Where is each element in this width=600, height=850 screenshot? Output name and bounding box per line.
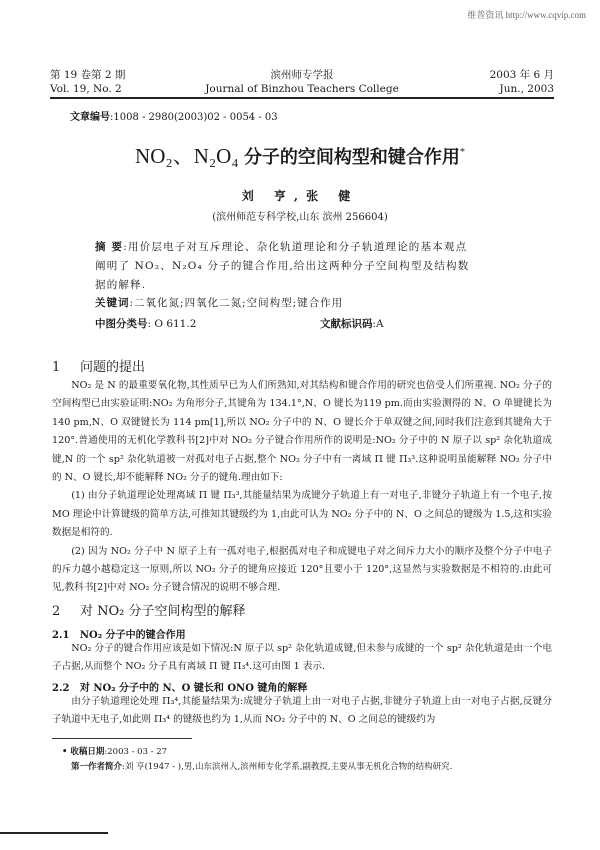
- abstract-label: 摘 要: [95, 241, 124, 253]
- keywords: [95, 295, 343, 310]
- keywords-text: :二氧化氮;四氧化二氮;空间构型;键合作用: [129, 297, 344, 309]
- subsection-2-1-paragraph: NO₂ 分子的键合作用应该是如下情况:N 原子以 sp² 杂化轨道成键,但未参与成键的一个 sp² 杂化轨道是由一个电子占据,从而整个 NO₂ 分子具有离域 Π 键 Π₃⁴.这可由图 1 表示.: [52, 643, 552, 673]
- section-1-paragraph-3: (2) 因为 NO₂ 分子中 N 原子上有一孤对电子,根据孤对电子和成键电子对之间斥力大小的顺序及整个分子中电子的斥力越小越稳定这一原则,所以 NO₂ 分子的键角应接近 120°且要小于 120°,这显然与实验数据是不相符的.由此可见,教科书[2]中对 NO₂ 分子键合情况的说明不够合理.: [52, 545, 552, 594]
- journal-cn: 滨州师专学报: [270, 69, 334, 81]
- author-bio: [62, 760, 452, 775]
- volume-en: Vol. 19, No. 2: [50, 83, 122, 95]
- watermark: 维普资讯 http://www.cqvip.com: [467, 10, 586, 20]
- section-1-title: 问题的提出: [80, 360, 146, 375]
- subsection-2-2-heading: [52, 679, 307, 694]
- classification: [95, 316, 475, 331]
- volume-cn: 第 19 卷第 2 期: [50, 69, 126, 81]
- section-1-number: 1: [52, 360, 61, 375]
- document-code-label: 文献标识码: [320, 318, 373, 330]
- title-footnote-mark: *: [459, 147, 465, 158]
- section-2-heading: [52, 600, 246, 619]
- journal-name: [50, 68, 554, 96]
- title-text: 分子的空间构型和键合作用: [243, 147, 460, 168]
- authors: 刘 亨,张 健: [241, 189, 359, 203]
- abstract-text: :用价层电子对互斥理论、杂化轨道理论和分子轨道理论的基本观点阐明了 NO₂、N₂O₄ 分子的键合作用,给出这两种分子空间构型及结构数据的解释.: [95, 241, 470, 291]
- subsection-2-1-body: [52, 640, 552, 677]
- header-divider: [50, 97, 554, 99]
- title-formula: NO₂、N₂O₄: [135, 144, 244, 168]
- document-code-value: :A: [372, 318, 384, 330]
- subsection-2-2-body: [52, 693, 552, 730]
- footnote-divider: [52, 738, 192, 739]
- journal-header: [50, 68, 554, 98]
- received-label: • 收稿日期: [62, 747, 105, 757]
- keywords-label: 关键词: [95, 297, 130, 309]
- section-1-paragraph-1: NO₂ 是 N 的最重要氧化物,其性质早已为人们所熟知,对其结构和键合作用的研究也倍受人们所重视. NO₂ 分子的空间构型已由实验证明:NO₂ 为角形分子,其键角为 134.1°,N、O 键长为119 pm.而由实验测得的 N、O 单键键长为 140 pm,N、O 双键键长为 114 pm[1],所以 NO₂ 分子中的 N、O 键长介于单双键之间,同时我们注意到其键角大于 120°.普通使用的无机化学教科书[2]中对 NO₂ 分子键合作用所作的说明是:NO₂ 分子中的 N 原子以 sp² 杂化轨道成键,N 的一个 sp² 杂化轨道被一对孤对电子占据,整个 NO₂ 分子中有一离域 Π 键 Π₃³.这种说明虽能解释 NO₂ 分子中的 N、O 键长,却不能解释 NO₂ 分子的键角.理由如下:: [52, 380, 552, 484]
- clc-label: 中图分类号: [95, 318, 148, 330]
- subsection-2-1-heading: [52, 626, 186, 641]
- section-1-body: [52, 377, 552, 598]
- affiliation: (滨州师范专科学校,山东 滨州 256604): [212, 212, 388, 223]
- received-value: :2003 - 03 - 27: [104, 747, 168, 757]
- paper-title: [0, 140, 600, 170]
- journal-en: Journal of Binzhou Teachers College: [205, 83, 399, 95]
- subsection-2-2-title: 对 NO₂ 分子中的 N、O 键长和 ONO 键角的解释: [79, 683, 308, 694]
- section-2-number: 2: [52, 604, 61, 619]
- article-number-value: :1008 - 2980(2003)02 - 0054 - 03: [110, 112, 278, 123]
- author-bio-label: 第一作者简介: [71, 762, 123, 772]
- subsection-2-2-number: 2.2: [52, 683, 70, 694]
- footnote: [62, 745, 452, 775]
- scan-edge-mark: [0, 832, 108, 834]
- clc-value: : O 611.2: [147, 318, 197, 330]
- section-1-heading: [52, 356, 145, 375]
- document-code: [320, 316, 384, 331]
- subsection-2-1-title: NO₂ 分子中的键合作用: [79, 630, 186, 641]
- date-en: Jun., 2003: [499, 83, 554, 95]
- article-number: [70, 108, 278, 123]
- received-date: [62, 745, 452, 760]
- issue-date: [490, 68, 554, 96]
- date-cn: 2003 年 6 月: [489, 69, 554, 81]
- section-2-title: 对 NO₂ 分子空间构型的解释: [80, 604, 246, 619]
- subsection-2-2-paragraph: 由分子轨道理论处理 Π₃⁴,其能量结果为:成键分子轨道上由一对电子占据,非键分子轨道上由一对电子占据,反键分子轨道中无电子,如此则 Π₃⁴ 的键级也约为 1,从而 NO₂ 分子中的 N、O 之间总的键级约为: [52, 696, 552, 726]
- author-bio-value: :刘 亨(1947 - ),男,山东滨州人,滨州师专化学系,副教授,主要从事无机化合物的结构研究.: [122, 762, 453, 772]
- article-number-label: 文章编号: [70, 112, 110, 123]
- section-1-paragraph-2: (1) 由分子轨道理论处理离域 Π 键 Π₃³,其能量结果为成键分子轨道上有一对电子,非键分子轨道上有一个电子,按 MO 理论中计算键级的简单方法,可推知其键级约为 1,由此可认为 NO₂ 分子中的 N、O 之间总的键级为 1.5,这和实验数据是相符的.: [52, 490, 552, 539]
- abstract: [95, 238, 475, 295]
- subsection-2-1-number: 2.1: [52, 630, 70, 641]
